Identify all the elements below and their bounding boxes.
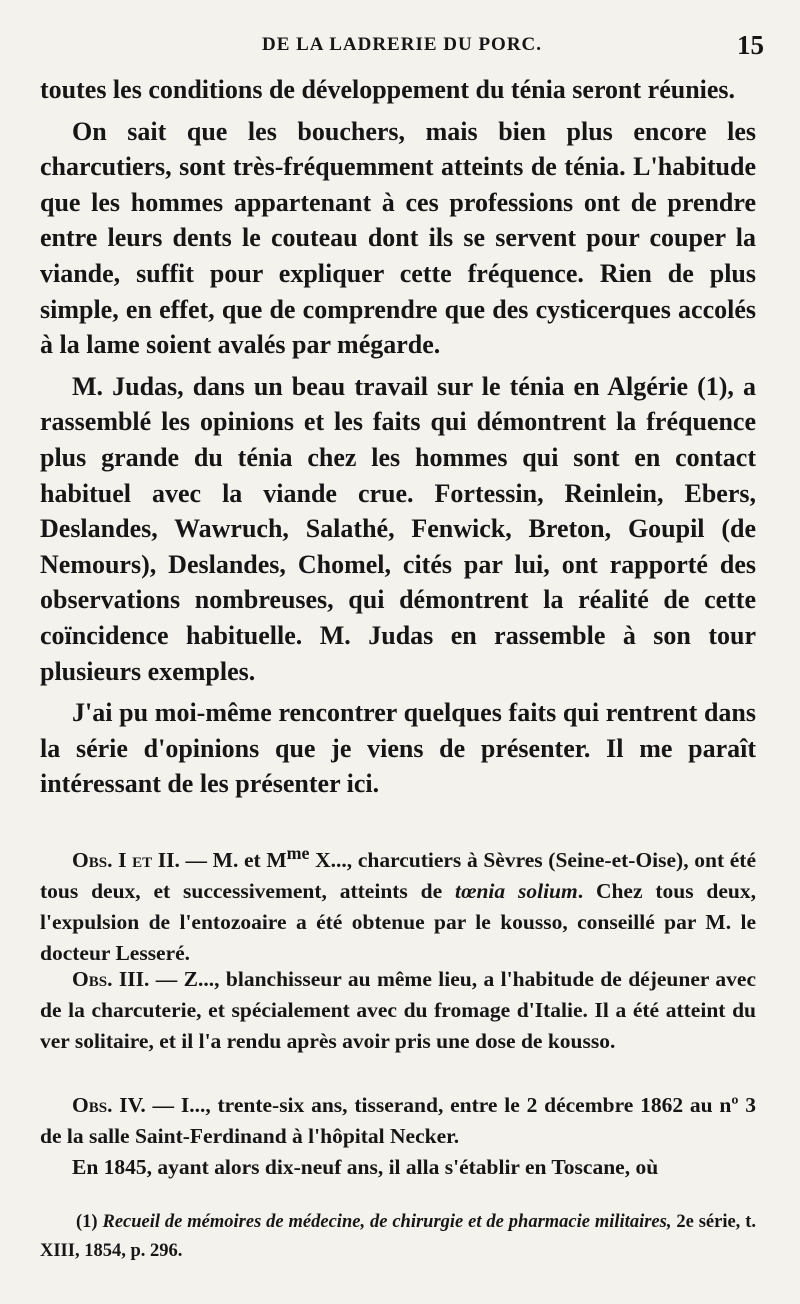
running-head — [40, 30, 764, 64]
main-text — [40, 72, 756, 802]
observation-4-continuation: En 1845, ayant alors dix-neuf ans, il alla s'établir en Toscane, où — [72, 1155, 659, 1179]
observation-text: — I..., trente-six ans, tisserand, entre le 2 décembre 1862 au nº 3 de la salle Saint-Ferdinand à l'hôpital Necker. — [40, 1093, 756, 1148]
observation-label: Obs. III. — [72, 967, 150, 991]
footnote — [40, 1208, 756, 1266]
paragraph-butchers: On sait que les bouchers, mais bien plus encore les charcutiers, sont très-fréquemment atteints de ténia. L'habitude que les hommes appartenant à ces professions ont de prendre entre leurs dents le couteau dont ils se servent pour couper la viande, suffit pour expliquer cette fréquence. Rien de plus simple, en effet, que de comprendre que des cysticerques accolés à la lame soient avalés par mégarde. — [40, 116, 756, 360]
running-title: DE LA LADRERIE DU PORC. — [261, 34, 543, 55]
observation-superscript: me — [286, 843, 310, 863]
observation-italic: tœnia solium — [454, 879, 578, 904]
observation-label: Obs. I et II. — [72, 848, 180, 873]
observation-4 — [40, 1090, 756, 1183]
footnote-marker: (1) — [76, 1212, 103, 1232]
paragraph-judas: M. Judas, dans un beau travail sur le ténia en Algérie (1), a rassemblé les opinions et les faits qui démontrent la fréquence plus grande du ténia chez les hommes qui sont en contact habituel avec la viande crue. Fortessin, Reinlein, Ebers, Deslandes, Wawruch, Salathé, Fenwick, Breton, Goupil (de Nemours), Deslandes, Chomel, cités par lui, ont rapporté des observations nombreuses, qui démontrent la réalité de cette coïncidence habituelle. M. Judas en rassemble à son tour plusieurs exemples. — [40, 371, 756, 686]
observation-3 — [40, 964, 756, 1057]
observation-text: . Chez tous deux, l'expulsion de l'entozoaire a été obtenue par le kousso, conseillé par M. le docteur Lesseré. — [40, 879, 756, 966]
paragraph-own-cases: J'ai pu moi-même rencontrer quelques faits qui rentrent dans la série d'opinions que je viens de présenter. Il me paraît intéressant de les présenter ici. — [40, 698, 756, 799]
observation-text: — M. et M — [179, 848, 287, 873]
paragraph-continuation: toutes les conditions de développement du ténia seront réunies. — [40, 75, 736, 104]
observation-1-2 — [40, 838, 756, 969]
footnote-italic: Recueil de mémoires de médecine, de chirurgie et de pharmacie militaires, — [102, 1212, 672, 1232]
observation-text: — Z..., blanchisseur au même lieu, a l'habitude de déjeuner avec de la charcuterie, et spécialement avec du fromage d'Italie. Il a été atteint du ver solitaire, et il l'a rendu après avoir pris une dose de kousso. — [40, 967, 757, 1053]
page-number: 15 — [737, 30, 764, 60]
observation-label: Obs. IV. — [72, 1093, 146, 1117]
footnote-text: 2e série, t. XIII, 1854, p. 296. — [40, 1212, 756, 1261]
observation-text: X..., charcutiers à Sèvres (Seine-et-Oise), ont été tous deux, et successivement, atteints de — [40, 848, 756, 904]
